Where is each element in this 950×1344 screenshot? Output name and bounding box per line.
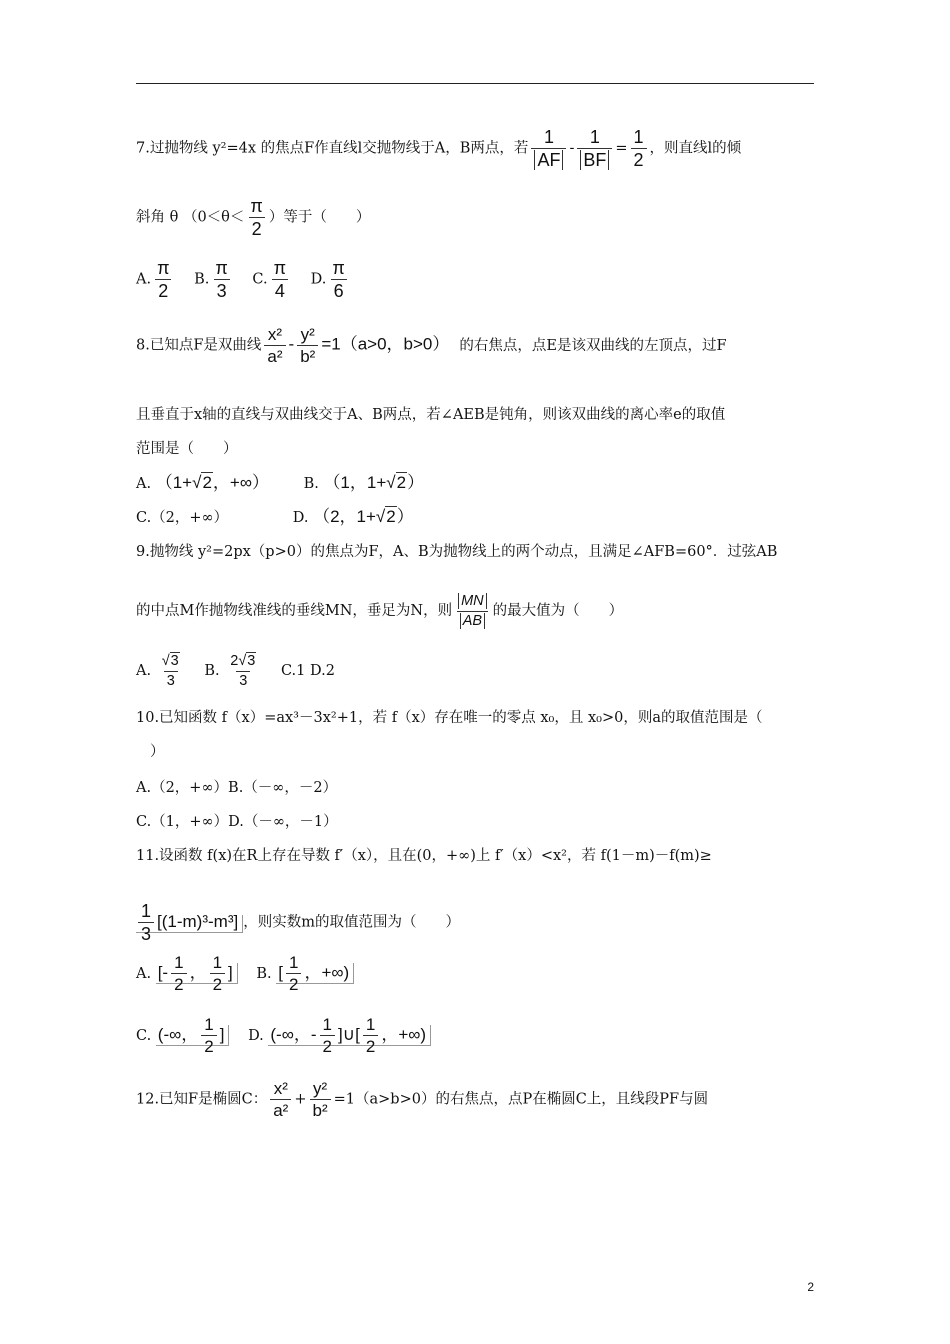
q8-frac-x: $\frac{\text{x²}}{\text{a²}}$	[264, 326, 285, 365]
q12-line1: 12.已知F是椭圆C： $\frac{\text{x²}}{\text{a²}}$ + $\frac{\text{y²}}{\text{b²}}$ =1（a>b>0）的右焦点，点P在椭圆C上，且线段PF与圆	[136, 1079, 709, 1120]
q9-options	[136, 654, 349, 688]
q12-frac-x: $\frac{\text{x²}}{\text{a²}}$	[270, 1080, 291, 1119]
q12-frac-y: $\frac{\text{y²}}{\text{b²}}$	[310, 1080, 331, 1119]
q10-options-ab[interactable]: A.（2，+∞）B.（－∞，－2）	[136, 780, 338, 796]
q8-option-d[interactable]: D. （2，1+√2）	[292, 507, 414, 526]
q7-frac-bf: $\frac{1}{BF}$	[577, 128, 612, 169]
q9-option-a[interactable]: A. $\frac{√3}{3}$	[136, 653, 179, 689]
q9-line2: 的中点M作抛物线准线的垂线MN，垂足为N，则 $\frac{MN}{AB}$ 的最大值为（ ）	[136, 593, 624, 629]
q8-option-c[interactable]: C.（2，+∞）	[136, 510, 229, 526]
q10-line1: 10.已知函数 f（x）=ax³－3x²+1，若 f（x）存在唯一的零点 x₀，且 x₀>0，则a的取值范围是（	[136, 710, 763, 726]
q10-options-cd[interactable]: C.（1，+∞）D.（－∞，－1）	[136, 814, 338, 830]
page-number: 2	[807, 1280, 814, 1294]
q7-option-c[interactable]: C. $\frac{\pi}{4}$	[252, 258, 287, 301]
q9-option-cd[interactable]: C.1 D.2	[280, 663, 335, 679]
q11-line1: 11.设函数 f(x)在R上存在导数 f′（x），且在(0，+∞)上 f′（x）<x²，若 f(1－m)－f(m)≥	[136, 848, 712, 864]
q8-frac-y: $\frac{\text{y²}}{\text{b²}}$	[297, 326, 318, 365]
q11-options-cd	[136, 1016, 445, 1055]
q11-formula: $\frac{1}{3}$ [(1-m)³-m³]	[136, 915, 243, 933]
header-rule	[136, 83, 814, 84]
q11-option-a[interactable]: A. [- $\frac{1}{2}$ ， $\frac{1}{2}$ ]	[136, 954, 238, 993]
q8-line3: 范围是（ ）	[136, 441, 238, 457]
q11-option-c[interactable]: C. (-∞， $\frac{1}{2}$ ]	[136, 1016, 229, 1055]
q7-option-d[interactable]: D. $\frac{\pi}{6}$	[310, 258, 345, 301]
q8-option-a[interactable]: A. （1+√2，+∞）	[136, 473, 269, 492]
q9-frac-mn-ab: $\frac{MN}{AB}$	[455, 594, 490, 628]
q8-options-cd	[136, 508, 428, 526]
q8-option-b[interactable]: B. （1，1+√2）	[303, 473, 425, 492]
q8-options-ab	[136, 474, 438, 492]
q7-line2: 斜角 θ （0＜θ＜ $\frac{\pi}{2}$ ）等于（ ）	[136, 196, 371, 239]
q11-line2: $\frac{1}{3}$ [(1-m)³-m³] ，则实数m的取值范围为（ ）	[136, 902, 460, 943]
q11-option-d[interactable]: D. (-∞，- $\frac{1}{2}$ ]∪[ $\frac{1}{2}$ ，+∞)	[248, 1016, 431, 1055]
q8-line1: 8.已知点F是双曲线 $\frac{\text{x²}}{\text{a²}}$ - $\frac{\text{y²}}{\text{b²}}$ =1（a>0，b>0） 的右焦点，点E是该双曲线的左顶点，过F	[136, 325, 727, 366]
q8-line2: 且垂直于x轴的直线与双曲线交于A、B两点，若∠AEB是钝角，则该双曲线的离心率e的取值	[136, 407, 726, 423]
q9-option-b[interactable]: B. $\frac{2√3}{3}$	[204, 653, 256, 689]
q7-frac-half: $\frac{1}{2}$	[631, 128, 647, 169]
q10-line2: ）	[150, 744, 165, 760]
q7-frac-pi2: $\frac{\pi}{2}$	[250, 196, 263, 239]
q7-option-b[interactable]: B. $\frac{\pi}{3}$	[194, 258, 228, 301]
q9-line1: 9.抛物线 y²=2px（p>0）的焦点为F，A、B为抛物线上的两个动点，且满足∠AFB=60°．过弦AB	[136, 544, 778, 560]
q7-line1: 7.过抛物线 y²=4x 的焦点F作直线l交抛物线于A，B两点，若 $\frac{1}{AF}$ - $\frac{1}{BF}$ = $\frac{1}{2}$ ，则直线l的倾	[136, 127, 742, 170]
q7-option-a[interactable]: A. $\frac{\pi}{2}$	[136, 258, 170, 301]
q11-option-b[interactable]: B. [ $\frac{1}{2}$ ，+∞)	[256, 954, 354, 993]
q11-options-ab	[136, 954, 368, 993]
q7-frac-af: $\frac{1}{AF}$	[531, 128, 566, 169]
q7-options	[136, 259, 365, 300]
